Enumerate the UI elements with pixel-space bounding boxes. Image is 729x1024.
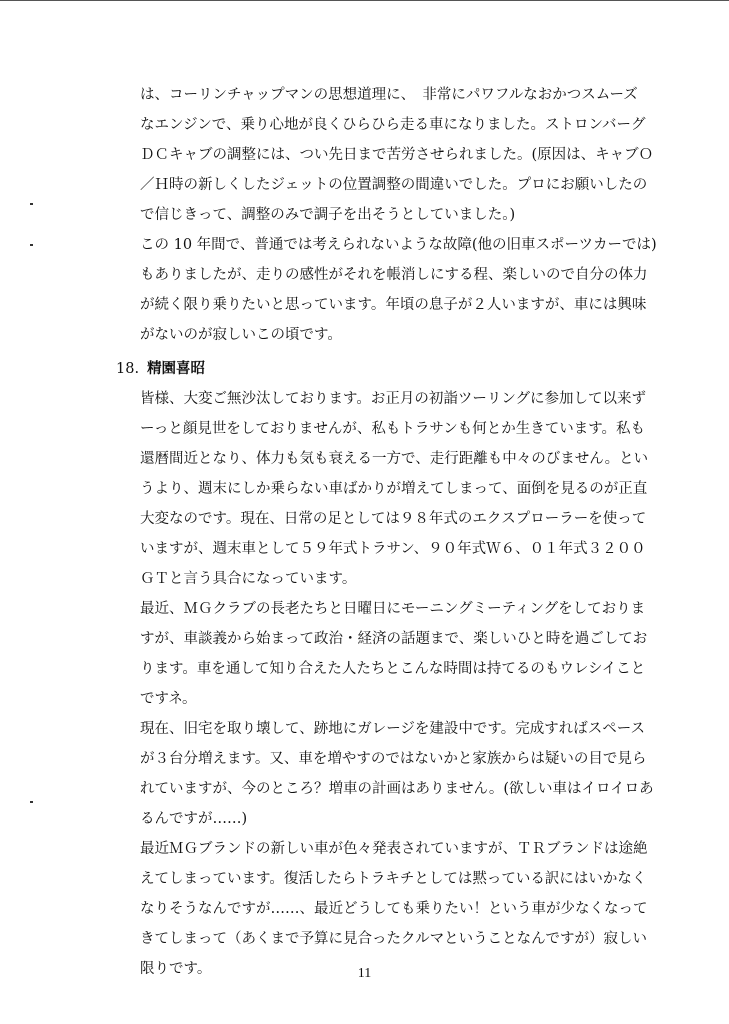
section-heading xyxy=(116,354,205,384)
text-line: るんですが……) xyxy=(140,811,248,827)
intro-paragraphs xyxy=(140,80,670,350)
text-line: 大変なのです。現在、日常の足としては９８年式のエクスプローラーを使って xyxy=(140,511,647,527)
text-line: 最近、ＭＧクラブの長老たちと日曜日にモーニングミーティングをしておりま xyxy=(140,601,646,617)
text-line: すが、車談義から始まって政治・経済の話題まで、楽しいひと時を過ごしてお xyxy=(140,631,648,647)
text-line: えてしまっています。復活したらトラキチとしては黙っている訳にはいかなく xyxy=(140,871,647,887)
text-line: ＤＣキャブの調整には、つい先日まで苦労させられました。(原因は、キャブＯ xyxy=(140,147,654,163)
text-line: 現在、旧宅を取り壊して、跡地にガレージを建設中です。完成すればスペース xyxy=(140,721,646,737)
text-line: 限りです。 xyxy=(140,961,212,977)
top-edge-rule xyxy=(0,0,729,1)
section-number: 18. xyxy=(116,361,140,377)
text-line: ります。車を通して知り合えた人たちとこんな時間は持てるのもウレシイこと xyxy=(140,661,646,677)
page-number: 11 xyxy=(357,966,372,981)
text-line: が３台分増えます。又、車を増やすのではないかと家族からは疑いの目で見ら xyxy=(140,751,647,767)
section-author: 精園喜昭 xyxy=(147,361,206,377)
text-line: がないのが寂しいこの頃です。 xyxy=(140,327,342,343)
text-line: きてしまって（あくまで予算に見合ったクルマということなんですが）寂しい xyxy=(140,931,648,947)
text-line: が続く限り乗りたいと思っています。年頃の息子が２人いますが、車には興味 xyxy=(140,297,647,313)
text-line: なりそうなんですが……、最近どうしても乗りたい！という車が少なくなって xyxy=(140,901,648,917)
text-line: この 10 年間で、普通では考えられないような故障(他の旧車スポーツカーでは) xyxy=(140,237,657,253)
text-line: れていますが、今のところ？増車の計画はありません。(欲しい車はイロイロあ xyxy=(140,781,654,797)
text-line: は、コーリンチャップマンの思想道理に、 非常にパワフルなおかつスムーズ xyxy=(140,87,638,103)
text-line: うより、週末にしか乗らない車ばかりが増えてしまって、面倒を見るのが正直 xyxy=(140,481,648,497)
text-line: ／Ｈ時の新しくしたジェットの位置調整の間違いでした。プロにお願いしたの xyxy=(140,177,648,193)
margin-scan-mark xyxy=(30,203,33,205)
margin-scan-mark xyxy=(30,801,33,803)
margin-scan-mark xyxy=(30,244,33,246)
text-line: なエンジンで、乗り心地が良くひらひら走る車になりました。ストロンバーグ xyxy=(140,117,646,133)
text-line: ーっと顔見世をしておりませんが、私もトラサンも何とか生きています。私も xyxy=(140,421,646,437)
text-line: で信じきって、調整のみで調子を出そうとしていました。) xyxy=(140,207,516,223)
text-line: ですネ。 xyxy=(140,691,197,707)
text-line: もありましたが、走りの感性がそれを帳消しにする程、楽しいので自分の体力 xyxy=(140,267,648,283)
text-line: ＧＴと言う具合になっています。 xyxy=(140,571,357,587)
section-body xyxy=(140,384,670,984)
text-line: いますが、週末車として５９年式トラサン、９０年式Ｗ６、０１年式３２００ xyxy=(140,541,646,557)
text-line: 還暦間近となり、体力も気も衰える一方で、走行距離も中々のびません。とい xyxy=(140,451,649,467)
text-line: 最近ＭＧブランドの新しい車が色々発表されていますが、ＴＲブランドは途絶 xyxy=(140,841,648,857)
text-line: 皆様、大変ご無沙汰しております。お正月の初詣ツーリングに参加して以来ず xyxy=(140,391,647,407)
